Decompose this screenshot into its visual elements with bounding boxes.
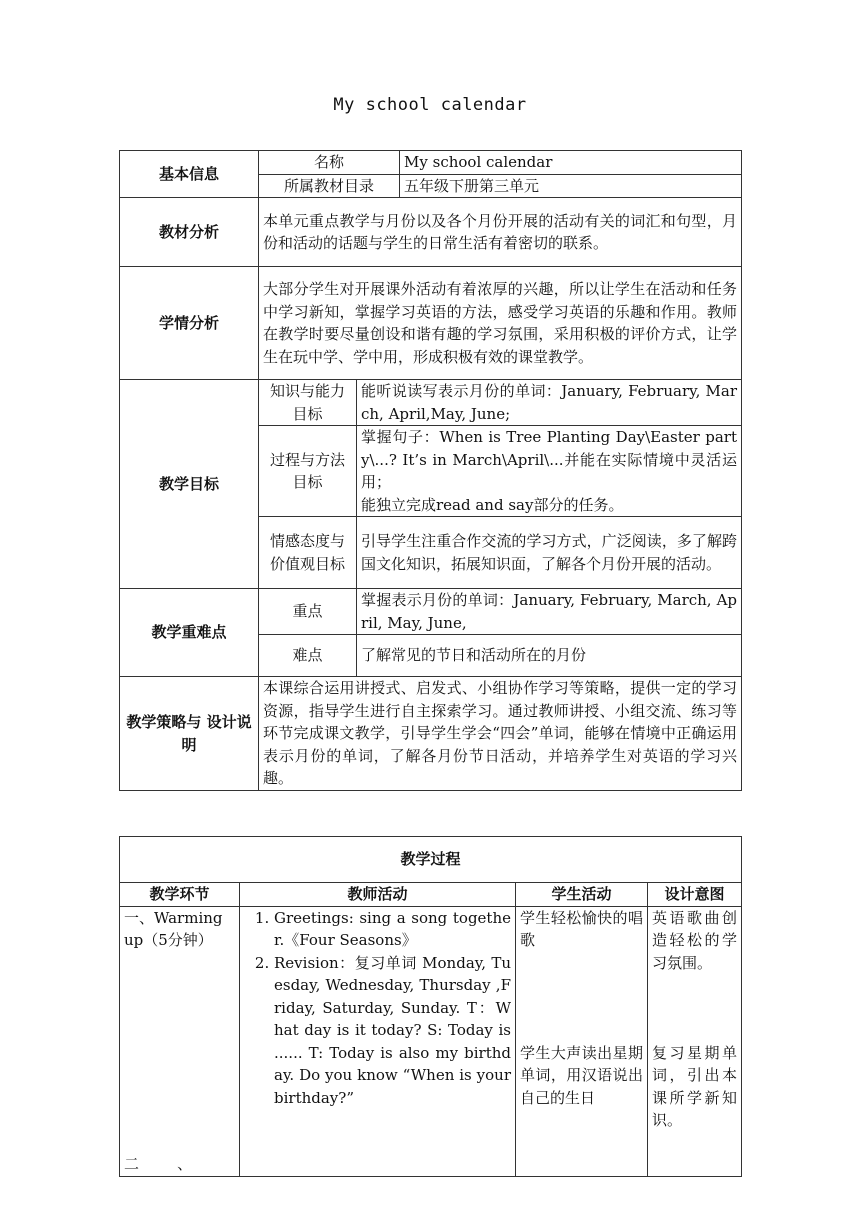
intent-1: 英语歌曲创造轻松的学习氛围。 [652, 908, 738, 972]
material-analysis-label: 教材分析 [120, 198, 259, 267]
strategy-text: 本课综合运用讲授式、启发式、小组协作学习等策略，提供一定的学习资源，指导学生进行自主探索学习。通过教师讲授、小组交流、练习等环节完成课文教学，引导学生学会“四会”单词，能够在情境中正确运用表示月份的单词，了解各月份节日活动，并培养学生对英语的学习兴趣。 [259, 677, 742, 791]
catalog-label: 所属教材目录 [259, 174, 400, 198]
student-activity-2: 学生大声读出星期单词，用汉语说出自己的生日 [520, 1043, 643, 1107]
document-title: My school calendar [333, 95, 527, 115]
key-label: 重点 [259, 589, 357, 635]
catalog-value: 五年级下册第三单元 [400, 174, 742, 198]
student-analysis-text: 大部分学生对开展课外活动有着浓厚的兴趣，所以让学生在活动和任务中学习新知，掌握学习英语的方法，感受学习英语的乐趣和作用。教师在教学时要尽量创设和谐有趣的学习氛围，采用积极的评价方式，让学生在玩中学、学中用，形成积极有效的课堂教学。 [259, 267, 742, 380]
header-intent: 设计意图 [648, 883, 742, 907]
key-text: 掌握表示月份的单词：January, February, March, April, May, June, [357, 589, 742, 635]
student-activity-cell [516, 906, 648, 1176]
difficult-text: 了解常见的节日和活动所在的月份 [357, 635, 742, 677]
difficult-label: 难点 [259, 635, 357, 677]
stage-2: 二 、 [124, 1154, 193, 1173]
lesson-info-table [119, 150, 742, 791]
process-goal-text-2: 能独立完成read and say部分的任务。 [361, 495, 624, 514]
name-label: 名称 [259, 151, 400, 175]
name-value: My school calendar [400, 151, 742, 175]
basic-info-label: 基本信息 [120, 151, 259, 198]
header-student: 学生活动 [516, 883, 648, 907]
header-stage: 教学环节 [120, 883, 240, 907]
process-goal-label: 过程与方法目标 [259, 426, 357, 517]
teacher-activity-cell [240, 906, 516, 1176]
process-goal-text [357, 426, 742, 517]
emotion-label: 情感态度与价值观目标 [259, 517, 357, 589]
intent-2: 复习星期单词，引出本课所学新知识。 [652, 1043, 738, 1129]
teaching-process-table [119, 836, 742, 1177]
process-goal-text-1: 掌握句子：When is Tree Planting Day\Easter party\...? It’s in March\April\...并能在实际情境中灵活运用； [361, 428, 738, 491]
teacher-activity-list [244, 907, 511, 1110]
intent-cell [648, 906, 742, 1176]
knowledge-text: 能听说读写表示月份的单词：January, February, March, April,May, June; [357, 380, 742, 426]
process-title: 教学过程 [120, 837, 742, 883]
teacher-activity-item: 1. Greetings: sing a song together.《Four Seasons》 [274, 907, 511, 952]
teacher-activity-item: 2. Revision：复习单词 Monday, Tuesday, Wednesday, Thursday ,Friday, Saturday, Sunday. T：What day is it today? S: Today is ...... T: Today is also my birthday. Do you know “When is your birthday?” [274, 952, 511, 1110]
key-points-label: 教学重难点 [120, 589, 259, 677]
stage-1: 一、Warming up（5分钟） [124, 908, 223, 949]
stage-cell [120, 906, 240, 1176]
objectives-label: 教学目标 [120, 380, 259, 589]
strategy-label: 教学策略与 设计说明 [120, 677, 259, 791]
header-teacher: 教师活动 [240, 883, 516, 907]
knowledge-label: 知识与能力目标 [259, 380, 357, 426]
student-analysis-label: 学情分析 [120, 267, 259, 380]
student-activity-1: 学生轻松愉快的唱歌 [520, 908, 643, 949]
emotion-text: 引导学生注重合作交流的学习方式，广泛阅读，多了解跨国文化知识，拓展知识面，了解各个月份开展的活动。 [357, 517, 742, 589]
material-analysis-text: 本单元重点教学与月份以及各个月份开展的活动有关的词汇和句型，月份和活动的话题与学生的日常生活有着密切的联系。 [259, 198, 742, 267]
